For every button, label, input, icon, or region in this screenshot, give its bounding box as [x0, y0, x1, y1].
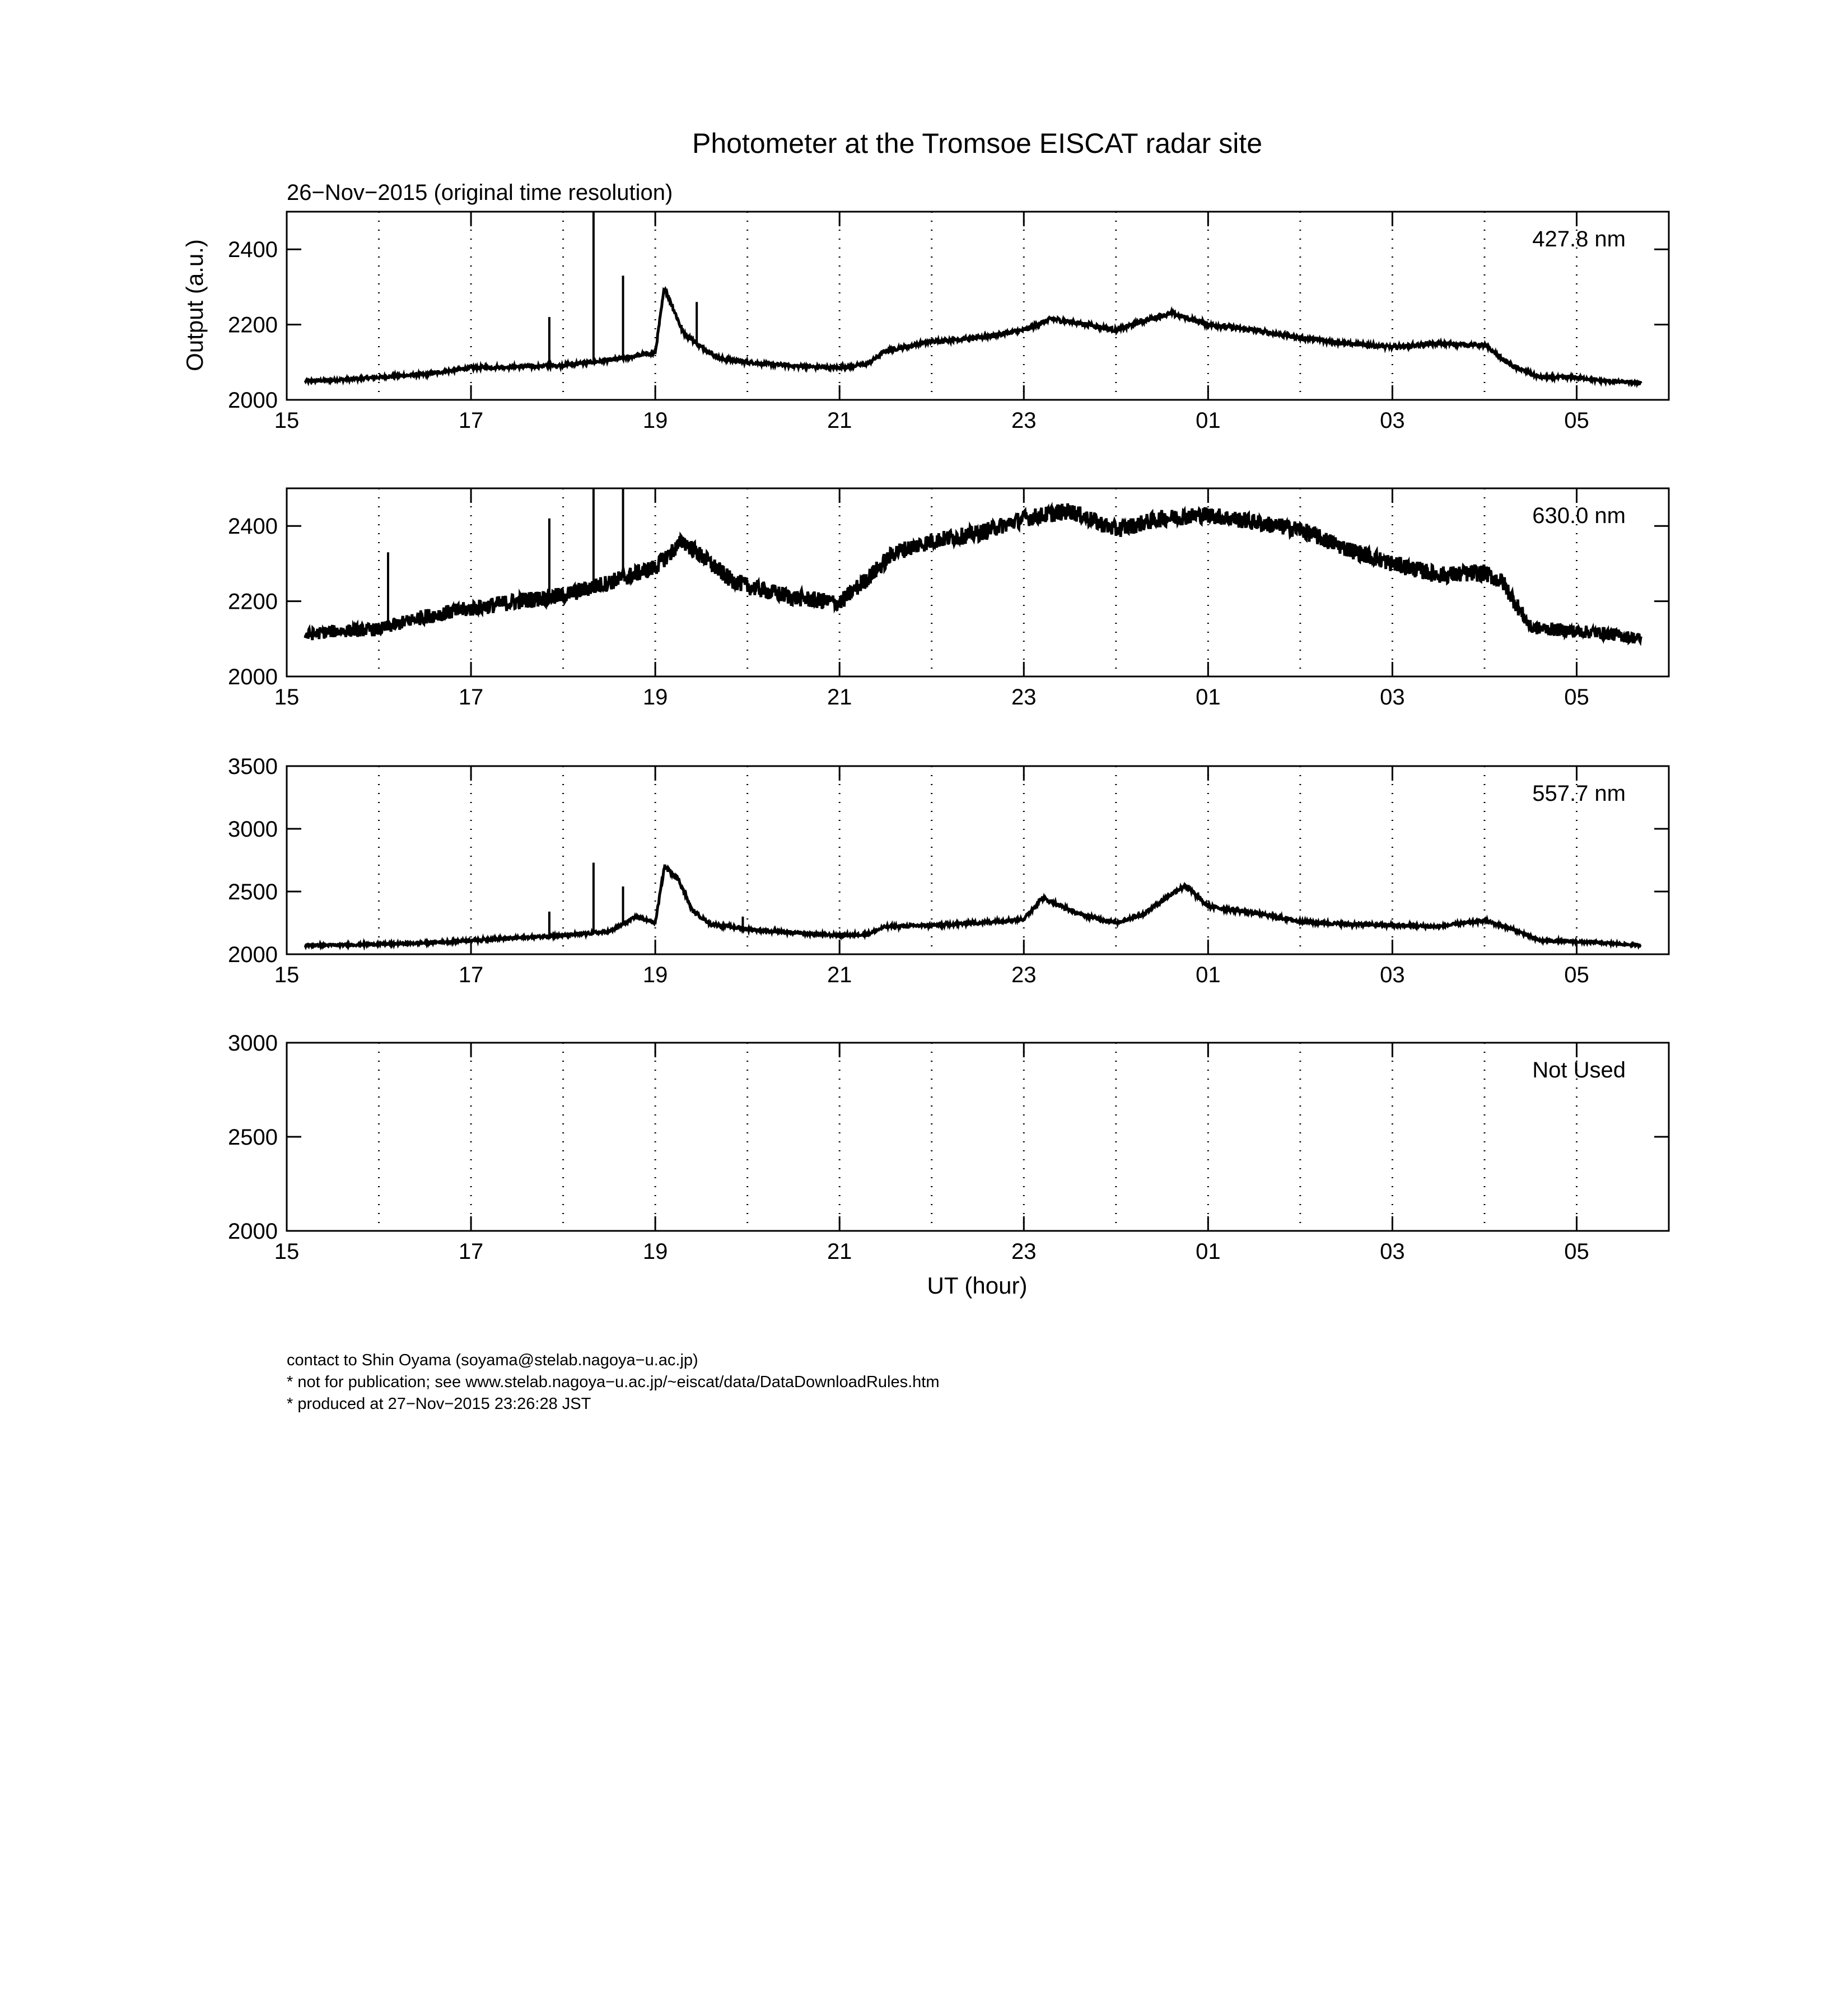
x-tick-label: 17: [458, 408, 484, 433]
figure-subtitle: 26−Nov−2015 (original time resolution): [287, 180, 673, 205]
x-tick-label: 01: [1196, 963, 1221, 987]
x-tick-label: 15: [274, 963, 300, 987]
y-tick-label: 2000: [228, 388, 278, 413]
x-tick-label: 23: [1011, 685, 1037, 710]
x-tick-label: 19: [642, 408, 668, 433]
figure-title: Photometer at the Tromsoe EISCAT radar site: [692, 128, 1263, 159]
y-tick-label: 3500: [228, 754, 278, 779]
x-tick-label: 05: [1564, 1239, 1589, 1264]
panel-frame: [287, 488, 1669, 676]
panel-frame: [287, 212, 1669, 400]
x-tick-label: 05: [1564, 408, 1589, 433]
x-tick-label: 15: [274, 685, 300, 710]
x-tick-label: 17: [458, 1239, 484, 1264]
x-tick-label: 05: [1564, 685, 1589, 710]
x-tick-label: 01: [1196, 1239, 1221, 1264]
x-tick-label: 03: [1380, 685, 1405, 710]
x-tick-label: 01: [1196, 685, 1221, 710]
y-tick-label: 2000: [228, 942, 278, 967]
x-tick-label: 21: [827, 1239, 852, 1264]
y-tick-label: 2500: [228, 880, 278, 904]
x-tick-label: 01: [1196, 408, 1221, 433]
panel-label: Not Used: [1532, 1058, 1626, 1082]
x-axis-label: UT (hour): [927, 1272, 1028, 1299]
x-tick-label: 19: [642, 963, 668, 987]
footer-rules: * not for publication; see www.stelab.nagoya−u.ac.jp/~eiscat/data/DataDownloadRules.htm: [287, 1373, 940, 1391]
panel-3: [228, 754, 1669, 987]
panel-label: 427.8 nm: [1532, 227, 1626, 251]
x-tick-label: 19: [642, 685, 668, 710]
x-tick-label: 19: [642, 1239, 668, 1264]
series-trace-1: [305, 289, 1641, 384]
x-tick-label: 17: [458, 685, 484, 710]
panel-label: 557.7 nm: [1532, 781, 1626, 806]
panel-4: [228, 1031, 1669, 1264]
y-tick-label: 3000: [228, 1031, 278, 1056]
panel-label: 630.0 nm: [1532, 503, 1626, 528]
y-tick-label: 3000: [228, 817, 278, 842]
x-tick-label: 21: [827, 408, 852, 433]
panel-2: [228, 488, 1669, 710]
y-tick-label: 2400: [228, 237, 278, 263]
x-tick-label: 15: [274, 1239, 300, 1264]
x-tick-label: 15: [274, 408, 300, 433]
x-tick-label: 03: [1380, 1239, 1405, 1264]
y-tick-label: 2000: [228, 665, 278, 689]
y-tick-label: 2500: [228, 1125, 278, 1150]
x-tick-label: 17: [458, 963, 484, 987]
series-trace-2: [305, 503, 1641, 643]
x-tick-label: 23: [1011, 963, 1037, 987]
y-tick-label: 2200: [228, 589, 278, 614]
panel-frame: [287, 1043, 1669, 1231]
panels-group: [228, 212, 1669, 1264]
footer-contact: contact to Shin Oyama (soyama@stelab.nagoya−u.ac.jp): [287, 1351, 698, 1369]
x-tick-label: 03: [1380, 408, 1405, 433]
x-tick-label: 23: [1011, 1239, 1037, 1264]
y-tick-label: 2000: [228, 1219, 278, 1244]
x-tick-label: 03: [1380, 963, 1405, 987]
x-tick-label: 05: [1564, 963, 1589, 987]
x-tick-label: 23: [1011, 408, 1037, 433]
y-tick-label: 2200: [228, 312, 278, 338]
y-tick-label: 2400: [228, 514, 278, 539]
y-axis-label: Output (a.u.): [181, 239, 208, 371]
x-tick-label: 21: [827, 963, 852, 987]
x-tick-label: 21: [827, 685, 852, 710]
footer-produced: * produced at 27−Nov−2015 23:26:28 JST: [287, 1395, 591, 1413]
series-trace-3: [305, 865, 1641, 946]
panel-1: [228, 212, 1669, 433]
